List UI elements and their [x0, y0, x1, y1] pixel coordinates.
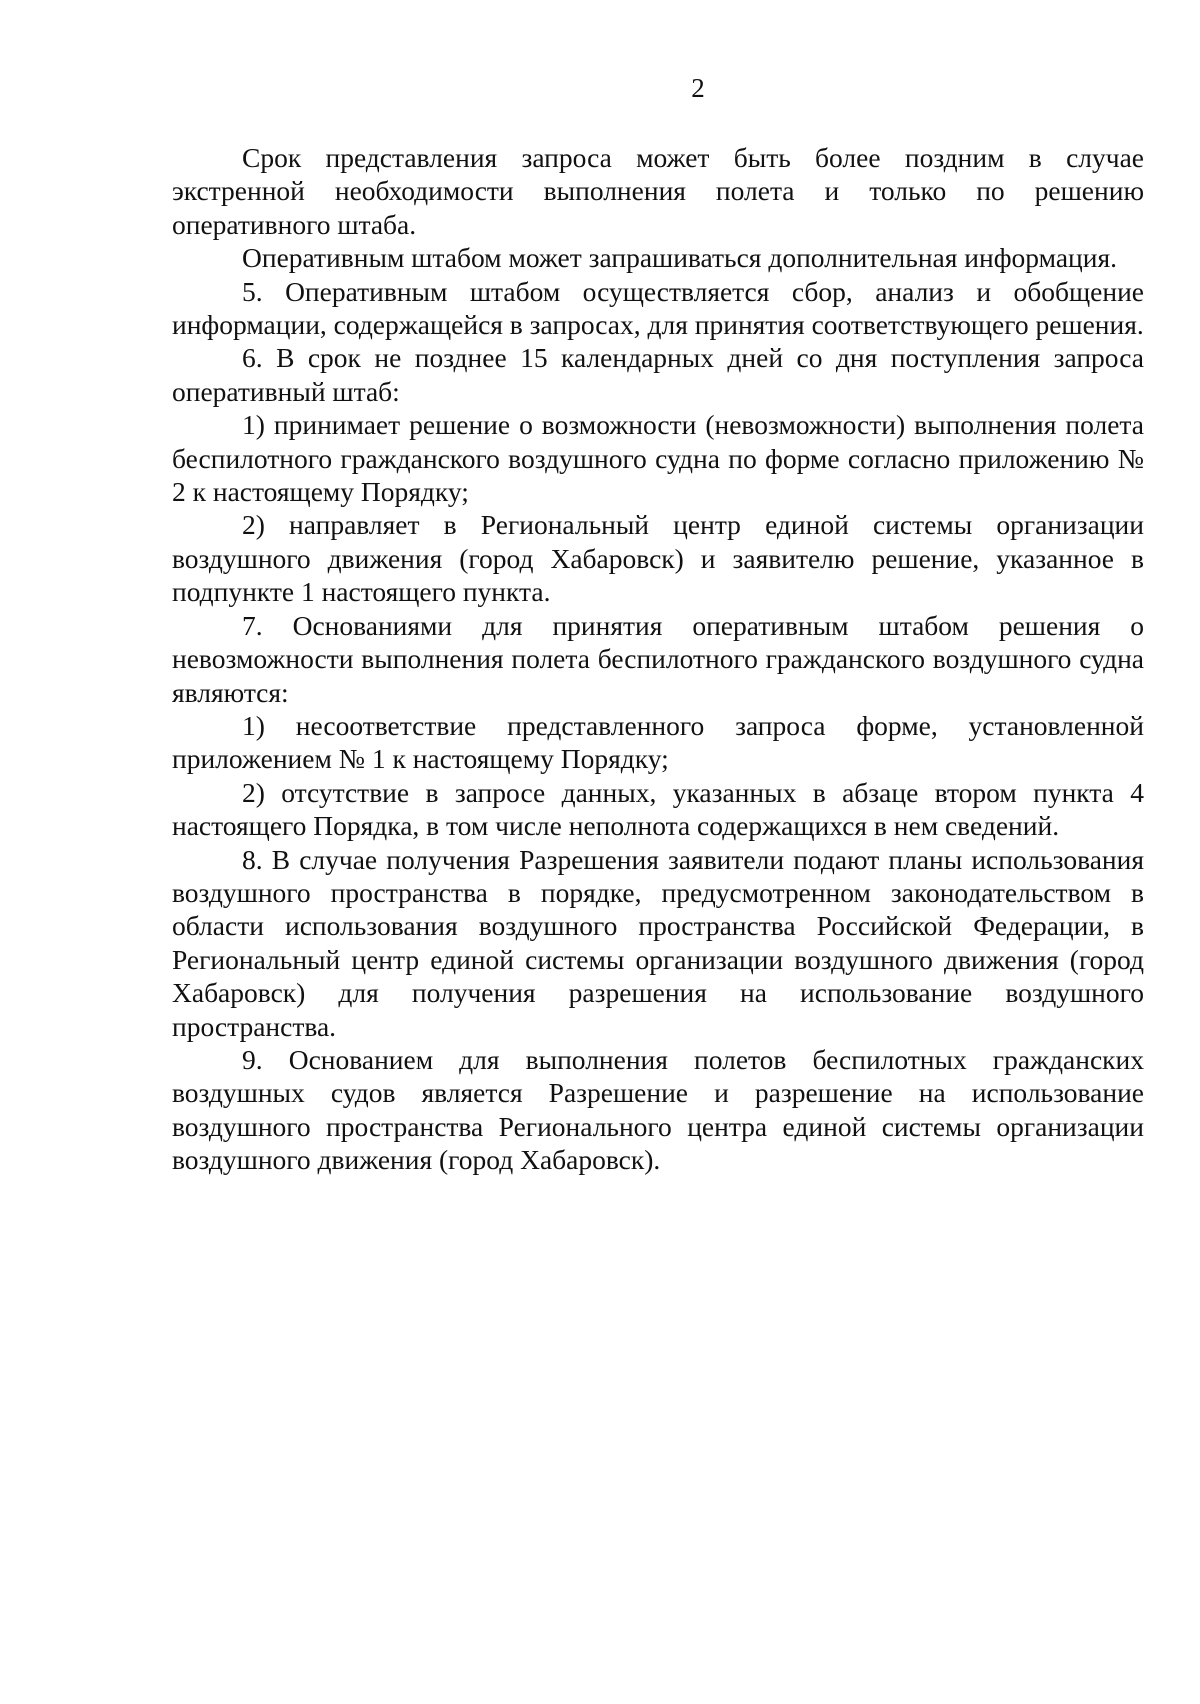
paragraph-item-7-sub-2: 2) отсутствие в запросе данных, указанных в абзаце втором пункта 4 настоящего Порядка, в том числе неполнота содержащихся в нем сведений.	[172, 776, 1144, 842]
paragraph-item-8: 8. В случае получения Разрешения заявители подают планы использования воздушного пространства в порядке, предусмотренном законодательством в области использования воздушного пространства Российской Федерации, в Региональный центр единой системы организации воздушного движения (город Хабаровск) для получения разрешения на использование воздушного пространства.	[172, 843, 1144, 1042]
paragraph-item-6: 6. В срок не позднее 15 календарных дней со дня поступления запроса оперативный штаб:	[172, 342, 1144, 407]
paragraph-item-9: 9. Основанием для выполнения полетов беспилотных гражданских воздушных судов является Разрешение и разрешение на использование воздушного пространства Регионального центра единой системы организации воздушного движения (город Хабаровск).	[172, 1043, 1144, 1176]
paragraph-request-deadline: Срок представления запроса может быть более поздним в случае экстренной необходимости выполнения полета и только по решению оперативного штаба.	[172, 142, 1144, 240]
paragraph-item-6-sub-1: 1) принимает решение о возможности (невозможности) выполнения полета беспилотного гражданского воздушного судна по форме согласно приложению № 2 к настоящему Порядку;	[172, 409, 1144, 508]
paragraph-item-5: 5. Оперативным штабом осуществляется сбор, анализ и обобщение информации, содержащейся в запросах, для принятия соответствующего решения.	[172, 275, 1144, 341]
paragraph-item-7: 7. Основаниями для принятия оперативным штабом решения о невозможности выполнения полета беспилотного гражданского воздушного судна являются:	[172, 609, 1144, 708]
paragraph-item-7-sub-1: 1) несоответствие представленного запроса форме, установленной приложением № 1 к настоящему Порядку;	[172, 709, 1144, 775]
document-body	[172, 141, 1144, 1177]
paragraph-additional-info: Оперативным штабом может запрашиваться дополнительная информация.	[242, 242, 1117, 274]
page-number: 2	[691, 73, 705, 103]
paragraph-item-6-sub-2: 2) направляет в Региональный центр единой системы организации воздушного движения (город Хабаровск) и заявителю решение, указанное в подпункте 1 настоящего пункта.	[172, 509, 1144, 608]
